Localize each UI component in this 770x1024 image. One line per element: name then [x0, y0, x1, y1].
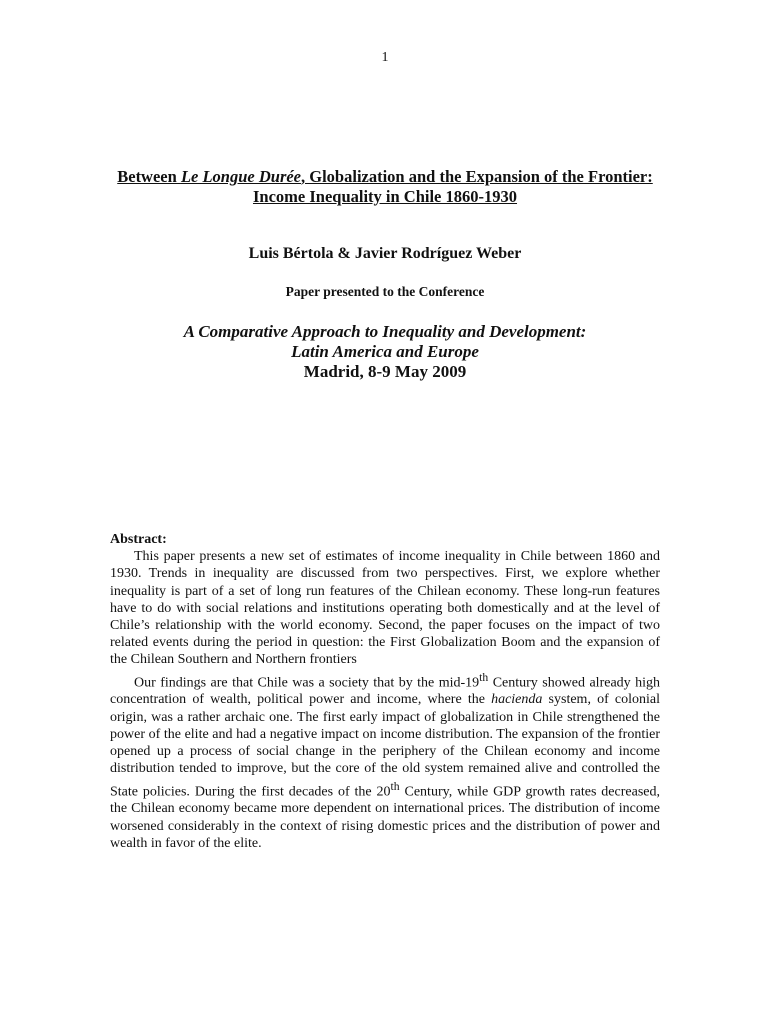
p2-italic-term: hacienda: [491, 692, 543, 708]
presented-note: Paper presented to the Conference: [285, 284, 485, 299]
conference-place-date: Madrid, 8-9 May 2009: [303, 362, 467, 381]
p2-text-b: Century showed already high concentration of wealth, political power and income, where the: [110, 675, 660, 708]
page-number: 1: [381, 50, 389, 65]
conference-name-line-2: Latin America and Europe: [291, 342, 479, 361]
p2-text-c: system, of colonial origin, was a rather archaic one. The first early impact of globalization in Chile strengthened the power of the elite and had a negative impact on income distribution. The expansion of the frontier opened up a process of social change in the periphery of the Chilean economy and income distribution tended to improve, but the core of the old system remained alive and controlled the State policies. During the first decades of the 20: [110, 692, 660, 800]
authors: Luis Bértola & Javier Rodríguez Weber: [248, 245, 522, 262]
conference-name-line-1: A Comparative Approach to Inequality and Development:: [183, 322, 587, 341]
p2-superscript-2: th: [390, 779, 400, 793]
conference-block: [0, 322, 770, 382]
p2-superscript-1: th: [479, 670, 489, 684]
title-part-1: Between: [117, 167, 181, 186]
title-part-2: , Globalization and the Expansion of the Frontier: Income Inequality in Chile 1860-1930: [252, 167, 653, 206]
abstract-paragraph-1: This paper presents a new set of estimates of income inequality in Chile between 1860 and 1930. Trends in inequality are discussed from two perspectives. First, we explore whether inequality is part of a set of long run features of the Chilean economy. These long-run features have to do with social relations and institutions operating both domestically and at the level of Chile’s relationship with the world economy. Second, the paper focuses on the impact of two related events during the period in question: the First Globalization Boom and the expansion of the Chilean Southern and Northern frontiers: [110, 549, 660, 668]
paper-title: [110, 167, 660, 207]
abstract-heading: Abstract:: [110, 532, 167, 547]
abstract-paragraph-2: [110, 669, 660, 852]
abstract-section: [110, 531, 660, 852]
p2-text-d: Century, while GDP growth rates decreased, the Chilean economy became more dependent on international prices. The distribution of income worsened considerably in the context of rising domestic prices and the distribution of power and wealth in favor of the elite.: [110, 784, 660, 851]
title-italic: Le Longue Durée: [180, 167, 302, 186]
p2-text-a: Our findings are that Chile was a society that by the mid-19: [134, 675, 480, 691]
